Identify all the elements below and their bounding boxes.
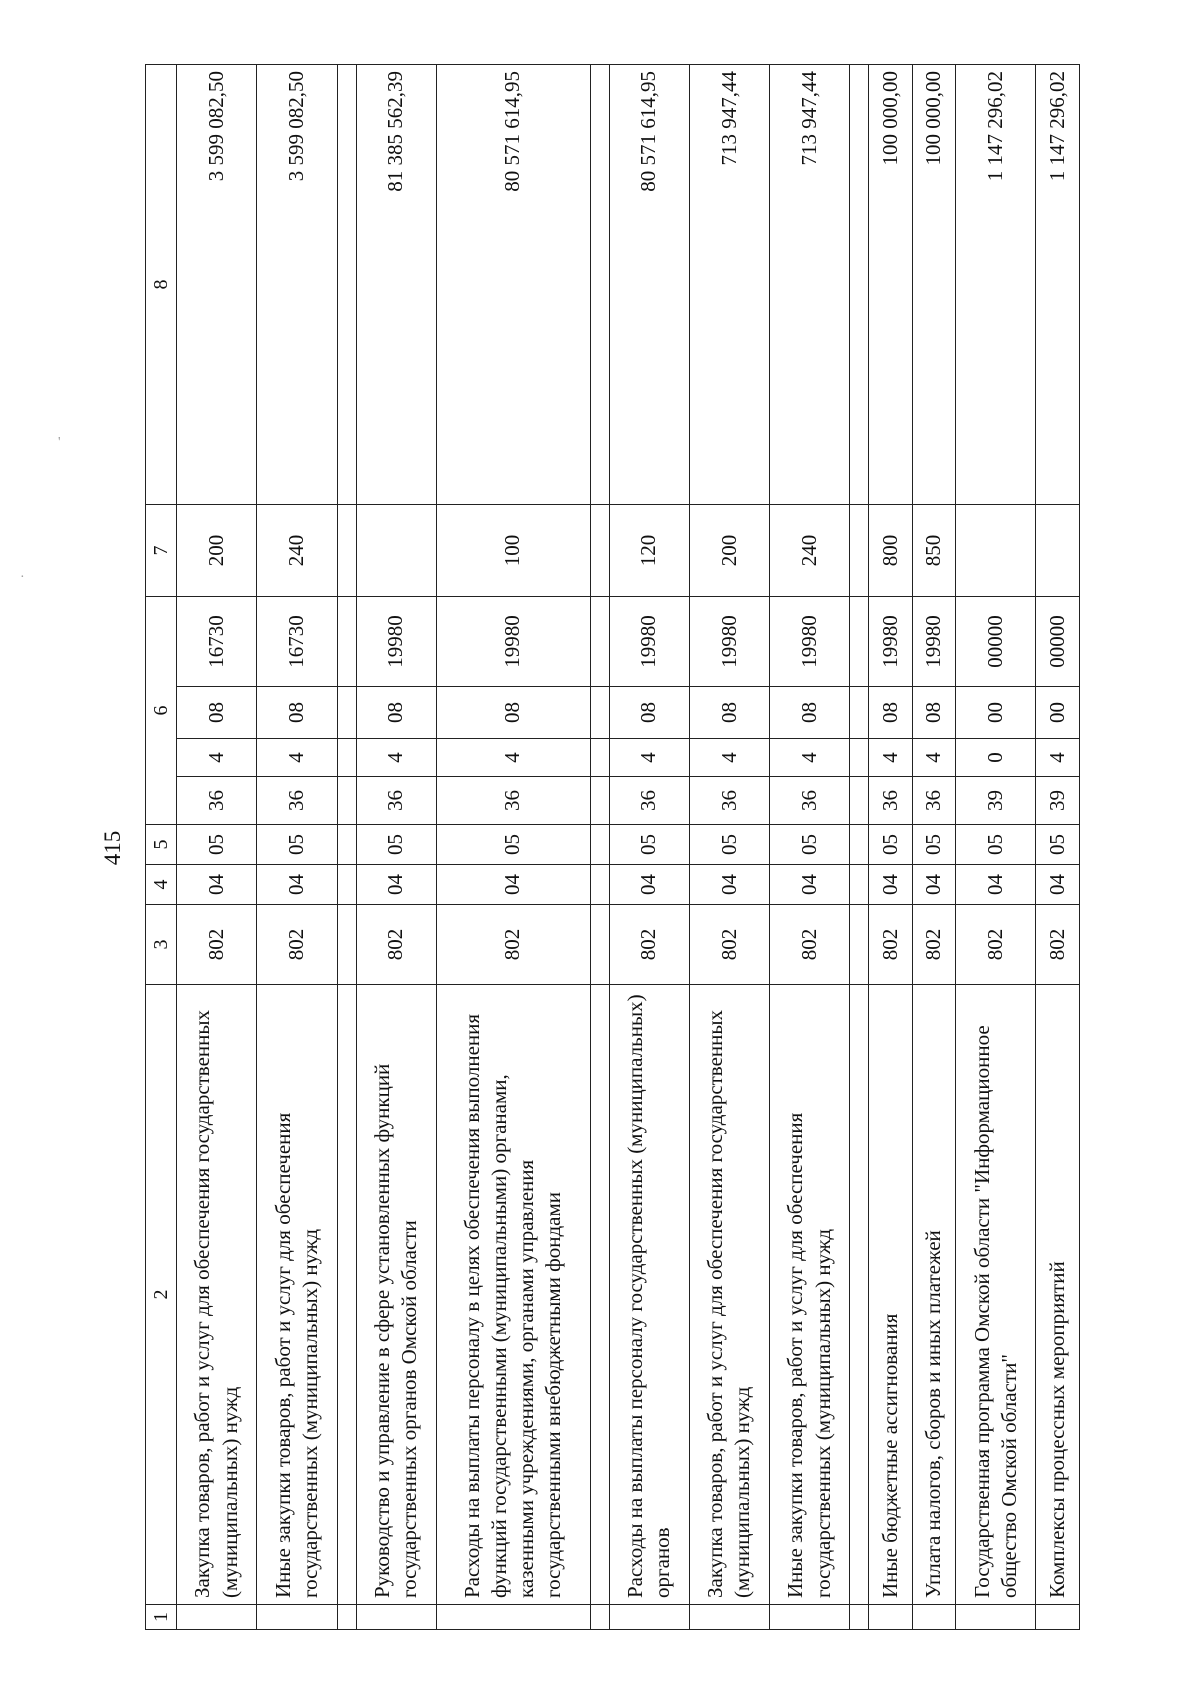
expense-type-code: 120: [609, 505, 689, 597]
ministry-code: 802: [956, 905, 1036, 985]
expense-type-code: 240: [770, 505, 850, 597]
ministry-code: 802: [912, 905, 955, 985]
expense-name: Уплата налогов, сборов и иных платежей: [912, 985, 955, 1605]
table-row: [177, 65, 257, 1630]
target-article-type: 4: [1036, 739, 1080, 777]
target-article-direction: 19980: [770, 597, 850, 687]
column-number: 1: [146, 1605, 177, 1630]
amount: 100 000,00: [869, 65, 912, 505]
column-number: 7: [146, 505, 177, 597]
target-article-program: 36: [177, 777, 257, 825]
table-row: [436, 65, 590, 1630]
subsection-code: 05: [177, 825, 257, 865]
section-code: 04: [869, 865, 912, 905]
expense-type-code: [1036, 505, 1080, 597]
amount: 80 571 614,95: [436, 65, 590, 505]
expense-type-code: 100: [436, 505, 590, 597]
section-code: 04: [436, 865, 590, 905]
expense-name: Иные закупки товаров, работ и услуг для обеспечения государственных (муниципальных) нужд: [257, 985, 337, 1605]
target-article-type: 4: [912, 739, 955, 777]
target-article-program: 36: [689, 777, 769, 825]
target-article-type: 0: [956, 739, 1036, 777]
target-article-sub: 08: [869, 687, 912, 739]
expense-name: Закупка товаров, работ и услуг для обеспечения государственных (муниципальных) нужд: [689, 985, 769, 1605]
amount: 3 599 082,50: [257, 65, 337, 505]
expense-name: Иные бюджетные ассигнования: [869, 985, 912, 1605]
ministry-code: 802: [436, 905, 590, 985]
target-article-direction: 19980: [436, 597, 590, 687]
target-article-type: 4: [869, 739, 912, 777]
expense-name: Руководство и управление в сфере установленных функций государственных органов Омской области: [356, 985, 436, 1605]
table-row: [356, 65, 436, 1630]
ministry-code: 802: [257, 905, 337, 985]
row-marker-cell: [1036, 1605, 1080, 1630]
budget-table: [145, 64, 1080, 1630]
ministry-code: 802: [1036, 905, 1080, 985]
section-code: 04: [1036, 865, 1080, 905]
table-row: [956, 65, 1036, 1630]
ministry-code: 802: [609, 905, 689, 985]
target-article-program: 39: [956, 777, 1036, 825]
spacer-row: [337, 65, 356, 1630]
section-code: 04: [356, 865, 436, 905]
target-article-type: 4: [177, 739, 257, 777]
expense-type-code: 240: [257, 505, 337, 597]
subsection-code: 05: [609, 825, 689, 865]
target-article-direction: 19980: [912, 597, 955, 687]
scan-speck: ·: [20, 570, 25, 585]
target-article-type: 4: [257, 739, 337, 777]
column-number: 5: [146, 825, 177, 865]
subsection-code: 05: [869, 825, 912, 865]
table-row: [1036, 65, 1080, 1630]
expense-name: Иные закупки товаров, работ и услуг для обеспечения государственных (муниципальных) нужд: [770, 985, 850, 1605]
expense-type-code: 850: [912, 505, 955, 597]
subsection-code: 05: [689, 825, 769, 865]
expense-name: Закупка товаров, работ и услуг для обеспечения государственных (муниципальных) нужд: [177, 985, 257, 1605]
ministry-code: 802: [770, 905, 850, 985]
amount: 1 147 296,02: [956, 65, 1036, 505]
column-number: 3: [146, 905, 177, 985]
target-article-sub: 08: [356, 687, 436, 739]
target-article-direction: 00000: [956, 597, 1036, 687]
target-article-type: 4: [436, 739, 590, 777]
expense-type-code: 200: [177, 505, 257, 597]
ministry-code: 802: [177, 905, 257, 985]
subsection-code: 05: [912, 825, 955, 865]
column-number-row: [146, 65, 177, 1630]
page-number: 415: [100, 830, 125, 866]
target-article-type: 4: [356, 739, 436, 777]
table-row: [609, 65, 689, 1630]
amount: 3 599 082,50: [177, 65, 257, 505]
target-article-type: 4: [689, 739, 769, 777]
amount: 81 385 562,39: [356, 65, 436, 505]
amount: 713 947,44: [689, 65, 769, 505]
target-article-direction: 19980: [689, 597, 769, 687]
amount: 1 147 296,02: [1036, 65, 1080, 505]
subsection-code: 05: [257, 825, 337, 865]
column-number: 6: [146, 597, 177, 825]
section-code: 04: [609, 865, 689, 905]
row-marker-cell: [177, 1605, 257, 1630]
amount: 80 571 614,95: [609, 65, 689, 505]
row-marker-cell: [956, 1605, 1036, 1630]
subsection-code: 05: [770, 825, 850, 865]
target-article-sub: 08: [609, 687, 689, 739]
column-number: 4: [146, 865, 177, 905]
target-article-program: 36: [609, 777, 689, 825]
ministry-code: 802: [356, 905, 436, 985]
target-article-direction: 00000: [1036, 597, 1080, 687]
subsection-code: 05: [956, 825, 1036, 865]
ministry-code: 802: [689, 905, 769, 985]
target-article-program: 36: [912, 777, 955, 825]
target-article-type: 4: [609, 739, 689, 777]
target-article-direction: 19980: [356, 597, 436, 687]
table-row: [257, 65, 337, 1630]
column-number: 8: [146, 65, 177, 505]
expense-type-code: [956, 505, 1036, 597]
target-article-program: 36: [869, 777, 912, 825]
section-code: 04: [912, 865, 955, 905]
target-article-sub: 08: [689, 687, 769, 739]
expense-type-code: 200: [689, 505, 769, 597]
scan-speck: ': [58, 435, 61, 450]
target-article-program: 39: [1036, 777, 1080, 825]
section-code: 04: [770, 865, 850, 905]
amount: 713 947,44: [770, 65, 850, 505]
row-marker-cell: [869, 1605, 912, 1630]
table-row: [689, 65, 769, 1630]
target-article-program: 36: [356, 777, 436, 825]
table-row: [912, 65, 955, 1630]
row-marker-cell: [770, 1605, 850, 1630]
target-article-direction: 19980: [609, 597, 689, 687]
target-article-sub: 08: [177, 687, 257, 739]
target-article-sub: 00: [1036, 687, 1080, 739]
section-code: 04: [956, 865, 1036, 905]
expense-name: Расходы на выплаты персоналу государственных (муниципальных) органов: [609, 985, 689, 1605]
row-marker-cell: [912, 1605, 955, 1630]
target-article-program: 36: [436, 777, 590, 825]
row-marker-cell: [257, 1605, 337, 1630]
expense-name: Расходы на выплаты персоналу в целях обеспечения выполнения функций государственными (муниципальными) органами, казенными учреждениями, органами управления государственными внебюджетными фондами: [436, 985, 590, 1605]
section-code: 04: [177, 865, 257, 905]
section-code: 04: [257, 865, 337, 905]
row-marker-cell: [689, 1605, 769, 1630]
target-article-sub: 08: [770, 687, 850, 739]
expense-name: Государственная программа Омской области "Информационное общество Омской области": [956, 985, 1036, 1605]
target-article-program: 36: [770, 777, 850, 825]
ministry-code: 802: [869, 905, 912, 985]
subsection-code: 05: [356, 825, 436, 865]
target-article-type: 4: [770, 739, 850, 777]
expense-type-code: [356, 505, 436, 597]
target-article-direction: 16730: [257, 597, 337, 687]
target-article-sub: 00: [956, 687, 1036, 739]
target-article-direction: 19980: [869, 597, 912, 687]
expense-name: Комплексы процессных мероприятий: [1036, 985, 1080, 1605]
expense-type-code: 800: [869, 505, 912, 597]
target-article-sub: 08: [257, 687, 337, 739]
column-number: 2: [146, 985, 177, 1605]
spacer-row: [590, 65, 609, 1630]
section-code: 04: [689, 865, 769, 905]
row-marker-cell: [356, 1605, 436, 1630]
target-article-sub: 08: [912, 687, 955, 739]
table-row: [869, 65, 912, 1630]
rotated-page: [145, 65, 1080, 1630]
target-article-sub: 08: [436, 687, 590, 739]
row-marker-cell: [436, 1605, 590, 1630]
target-article-program: 36: [257, 777, 337, 825]
amount: 100 000,00: [912, 65, 955, 505]
target-article-direction: 16730: [177, 597, 257, 687]
spacer-row: [850, 65, 869, 1630]
table-row: [770, 65, 850, 1630]
subsection-code: 05: [436, 825, 590, 865]
subsection-code: 05: [1036, 825, 1080, 865]
row-marker-cell: [609, 1605, 689, 1630]
